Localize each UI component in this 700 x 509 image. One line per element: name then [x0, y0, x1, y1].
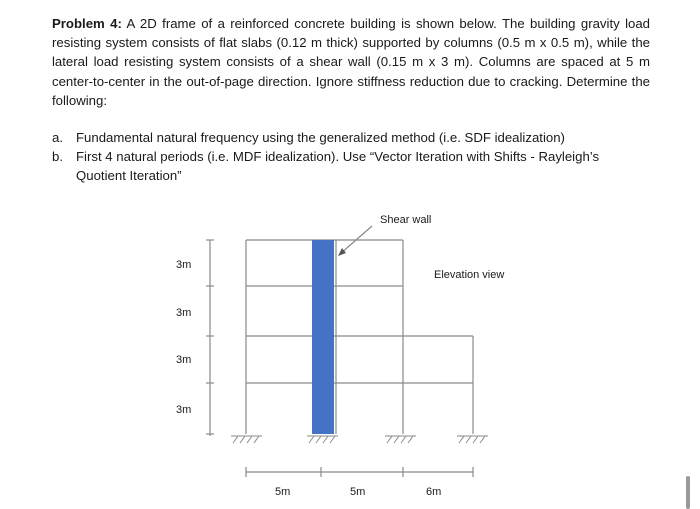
problem-body: A 2D frame of a reinforced concrete building is shown below. The building gravity load resisting system consists of flat slabs (0.12 m thick) supported by columns (0.5 m x 0.5 m), while the lateral load resisting system consists of a shear wall (0.15 m x 3 m). Columns are spaced at 5 m center-to-center in the out-of-page direction. Ignore stiffness reduction due to cracking. Determine the following: — [52, 16, 651, 108]
shear-wall-label: Shear wall — [380, 214, 432, 226]
story-height-2: 3m — [176, 307, 192, 319]
support-1 — [231, 436, 262, 443]
bay-width-1: 5m — [275, 486, 291, 498]
bay-width-3: 6m — [426, 486, 442, 498]
story-height-3: 3m — [176, 354, 192, 366]
task-b-marker: b. — [52, 149, 63, 165]
task-a-marker: a. — [52, 130, 63, 145]
support-4 — [457, 436, 488, 443]
problem-heading: Problem 4: — [52, 16, 122, 31]
bay-width-2: 5m — [350, 486, 366, 498]
task-a-text: Fundamental natural frequency using the generalized method (i.e. SDF idealization) — [76, 130, 565, 145]
shear-wall — [312, 240, 334, 434]
support-2 — [307, 436, 338, 443]
task-b-text: First 4 natural periods (i.e. MDF idealization). Use “Vector Iteration with Shifts - Rayleigh’s Quotient Iteration” — [76, 149, 600, 184]
scrollbar[interactable] — [686, 476, 690, 509]
story-height-4: 3m — [176, 404, 192, 416]
story-height-1: 3m — [176, 259, 192, 271]
support-3 — [385, 436, 416, 443]
elevation-view-label: Elevation view — [434, 269, 505, 281]
